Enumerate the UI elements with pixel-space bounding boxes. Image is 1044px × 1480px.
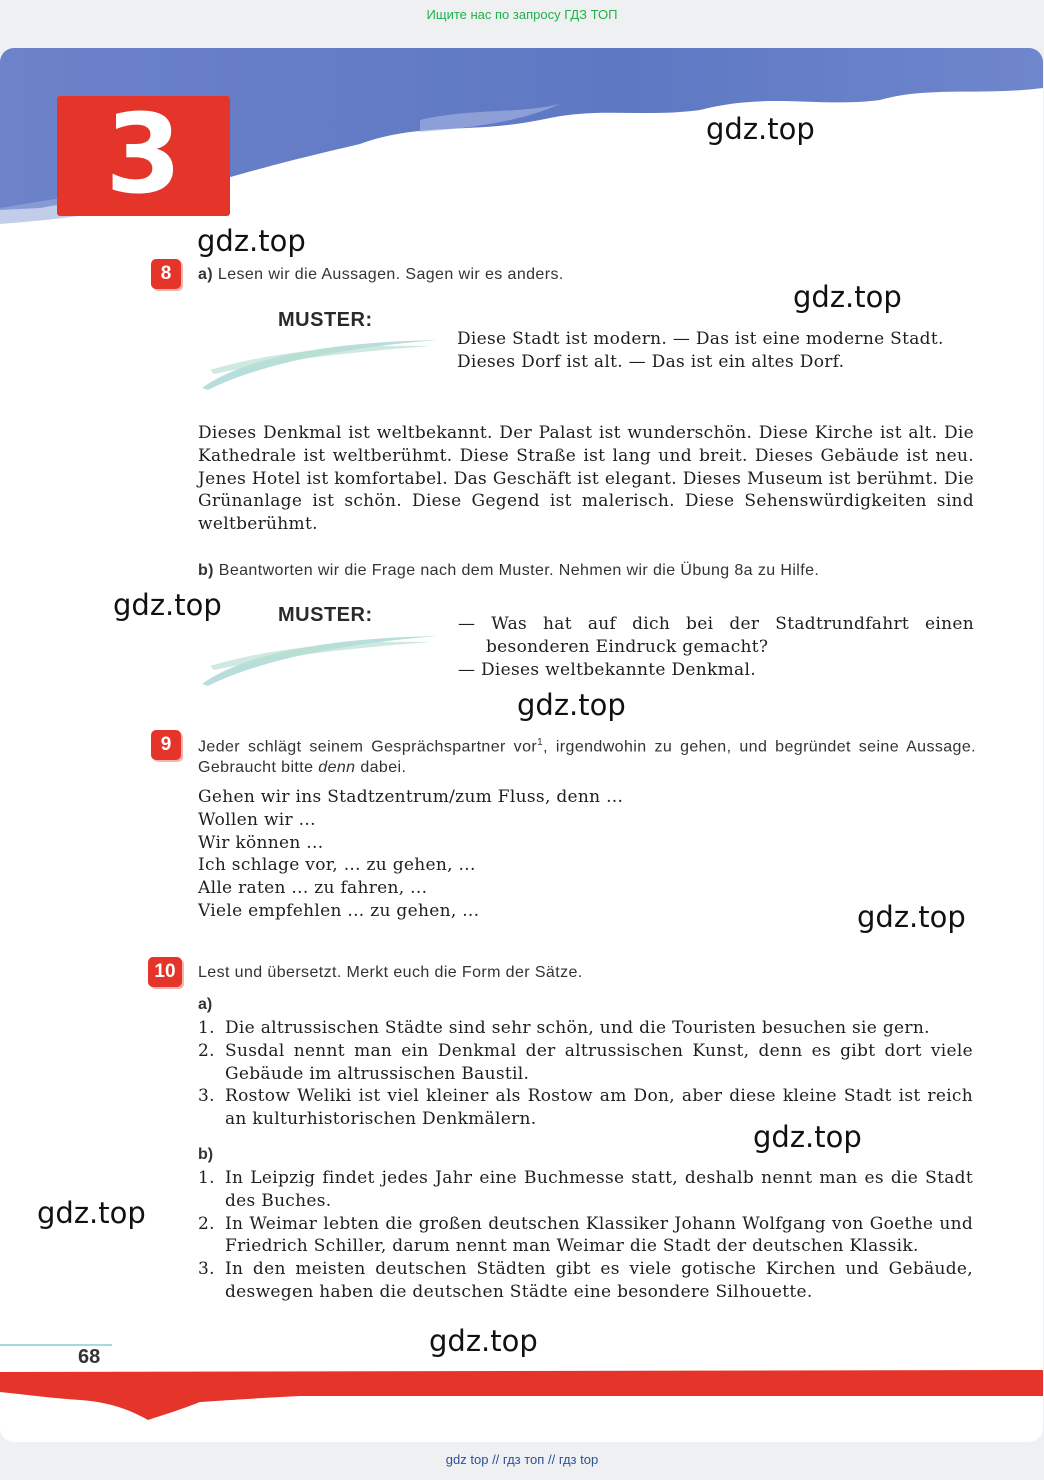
footer-link[interactable]: гдз top: [558, 1452, 599, 1467]
muster-b-example: [458, 613, 974, 681]
list-item: [198, 1017, 973, 1040]
footer-link[interactable]: гдз топ: [502, 1452, 545, 1467]
watermark: gdz.top: [706, 112, 815, 146]
muster-b-answer: — Dieses weltbekannte Denkmal.: [458, 659, 756, 680]
item-number: 2.: [198, 1040, 215, 1061]
phrase-line: Alle raten ... zu fahren, ...: [198, 878, 428, 899]
phrase-line: Gehen wir ins Stadtzentrum/zum Fluss, denn ...: [198, 787, 624, 807]
brush-stroke-decoration: [200, 626, 440, 688]
muster-a-example: [457, 328, 975, 374]
item-number: 1.: [198, 1018, 215, 1038]
exercise-10a-label: a): [198, 996, 213, 1013]
item-number: 3.: [198, 1086, 215, 1107]
list-item: [198, 1085, 973, 1131]
phrase-line: Wollen wir ...: [198, 809, 316, 830]
chapter-badge: [57, 90, 230, 218]
exercise-9-text-part: , irgendwohin zu gehen, und begründet seine Aussage. Gebraucht bitte: [198, 738, 976, 777]
item-number: 1.: [198, 1168, 215, 1188]
muster-a-line: Dieses Dorf ist alt. — Das ist ein altes Dorf.: [457, 351, 845, 372]
exercise-8a-text: Lesen wir die Aussagen. Sagen wir es anders.: [217, 266, 564, 283]
phrase-line: Ich schlage vor, ... zu gehen, ...: [198, 855, 476, 876]
bottom-band-decoration: [0, 1366, 1043, 1442]
footnote-marker: 1: [537, 737, 544, 748]
watermark: gdz.top: [429, 1324, 538, 1358]
muster-label: MUSTER:: [278, 309, 373, 331]
muster-b-question: — Was hat auf dich bei der Stadtrundfahrt einen besonderen Eindruck gemacht?: [458, 614, 974, 657]
item-text: Susdal nennt man ein Denkmal der altrussischen Kunst, denn es gibt dort viele Gebäude im altrussischen Baustil.: [225, 1040, 973, 1084]
exercise-8b-instruction: [198, 560, 978, 581]
watermark: gdz.top: [857, 900, 966, 934]
footer-separator: //: [492, 1452, 500, 1467]
watermark: gdz.top: [37, 1196, 146, 1230]
exercise-9-text-part: Jeder schlägt seinem Gesprächspartner vor: [198, 738, 538, 756]
list-item: [198, 1040, 973, 1086]
exercise-10-badge: 10: [148, 957, 182, 987]
exercise-10b-label: b): [198, 1146, 214, 1163]
item-text: Die altrussischen Städte sind sehr schön, und die Touristen besuchen sie gern.: [225, 1018, 930, 1038]
phrase-line: Wir können ...: [198, 832, 324, 853]
search-banner: [0, 0, 1044, 32]
textbook-page: [0, 48, 1043, 1442]
exercise-8-badge: 8: [151, 259, 181, 289]
muster-a-line: Diese Stadt ist modern. — Das ist eine moderne Stadt.: [457, 329, 944, 349]
exercise-9-instruction: [198, 732, 976, 778]
exercise-8a-label: a): [198, 266, 214, 283]
search-banner-text: Ищите нас по запросу ГДЗ ТОП: [426, 7, 618, 22]
brush-stroke-decoration: [200, 330, 440, 392]
list-item: [198, 1213, 973, 1259]
watermark: gdz.top: [197, 224, 306, 258]
chapter-number: 3: [105, 90, 182, 218]
exercise-9-phrases: [198, 786, 898, 923]
exercise-9-badge: 9: [151, 730, 181, 760]
phrase-line: Viele empfehlen ... zu gehen, ...: [198, 900, 480, 921]
watermark: gdz.top: [517, 688, 626, 722]
exercise-10b-list: [198, 1167, 973, 1304]
exercise-8b-text: Beantworten wir die Frage nach dem Muster. Nehmen wir die Übung 8a zu Hilfe.: [218, 562, 820, 579]
exercise-9-keyword: denn: [318, 759, 356, 777]
item-text: In Weimar lebten die großen deutschen Klassiker Johann Wolfgang von Goethe und Friedrich Schiller, darum nennt man Weimar die Stadt der deutschen Klassik.: [225, 1213, 973, 1257]
exercise-8-paragraph: Dieses Denkmal ist weltbekannt. Der Palast ist wunderschön. Diese Kirche ist alt. Die Kathedrale ist weltberühmt. Diese Straße ist lang und breit. Dieses Gebäude ist neu. Jenes Hotel ist komfortabel. Das Geschäft ist elegant. Dieses Museum ist berühmt. Die Grünanlage ist schön. Diese Gegend ist malerisch. Diese Sehenswürdigkeiten sind weltberühmt.: [198, 423, 974, 535]
watermark: gdz.top: [753, 1120, 862, 1154]
exercise-8b-label: b): [198, 562, 214, 579]
exercise-8a-instruction: [198, 264, 978, 285]
list-item: [198, 1258, 973, 1304]
item-text: In Leipzig findet jedes Jahr eine Buchmesse statt, deshalb nennt man es die Stadt des Buches.: [225, 1168, 973, 1211]
footer-link[interactable]: gdz top: [445, 1452, 489, 1467]
item-text: In den meisten deutschen Städten gibt es viele gotische Kirchen und Gebäude, deswegen haben die deutschen Städte eine besondere Silhouette.: [225, 1259, 973, 1302]
page-number: 68: [78, 1346, 101, 1368]
item-number: 3.: [198, 1259, 215, 1280]
muster-label: MUSTER:: [278, 604, 373, 626]
footer-links: [0, 1452, 1044, 1474]
item-number: 2.: [198, 1213, 215, 1234]
exercise-10a-list: [198, 1017, 973, 1131]
item-text: Rostow Weliki ist viel kleiner als Rostow am Don, aber diese kleine Stadt ist reich an kulturhistorischen Denkmälern.: [225, 1086, 973, 1130]
exercise-9-text-part: dabei.: [360, 759, 407, 777]
footer-separator: //: [547, 1452, 556, 1467]
watermark: gdz.top: [113, 588, 222, 622]
exercise-10-instruction: Lest und übersetzt. Merkt euch die Form der Sätze.: [198, 964, 583, 981]
list-item: [198, 1167, 973, 1213]
watermark: gdz.top: [793, 280, 902, 314]
